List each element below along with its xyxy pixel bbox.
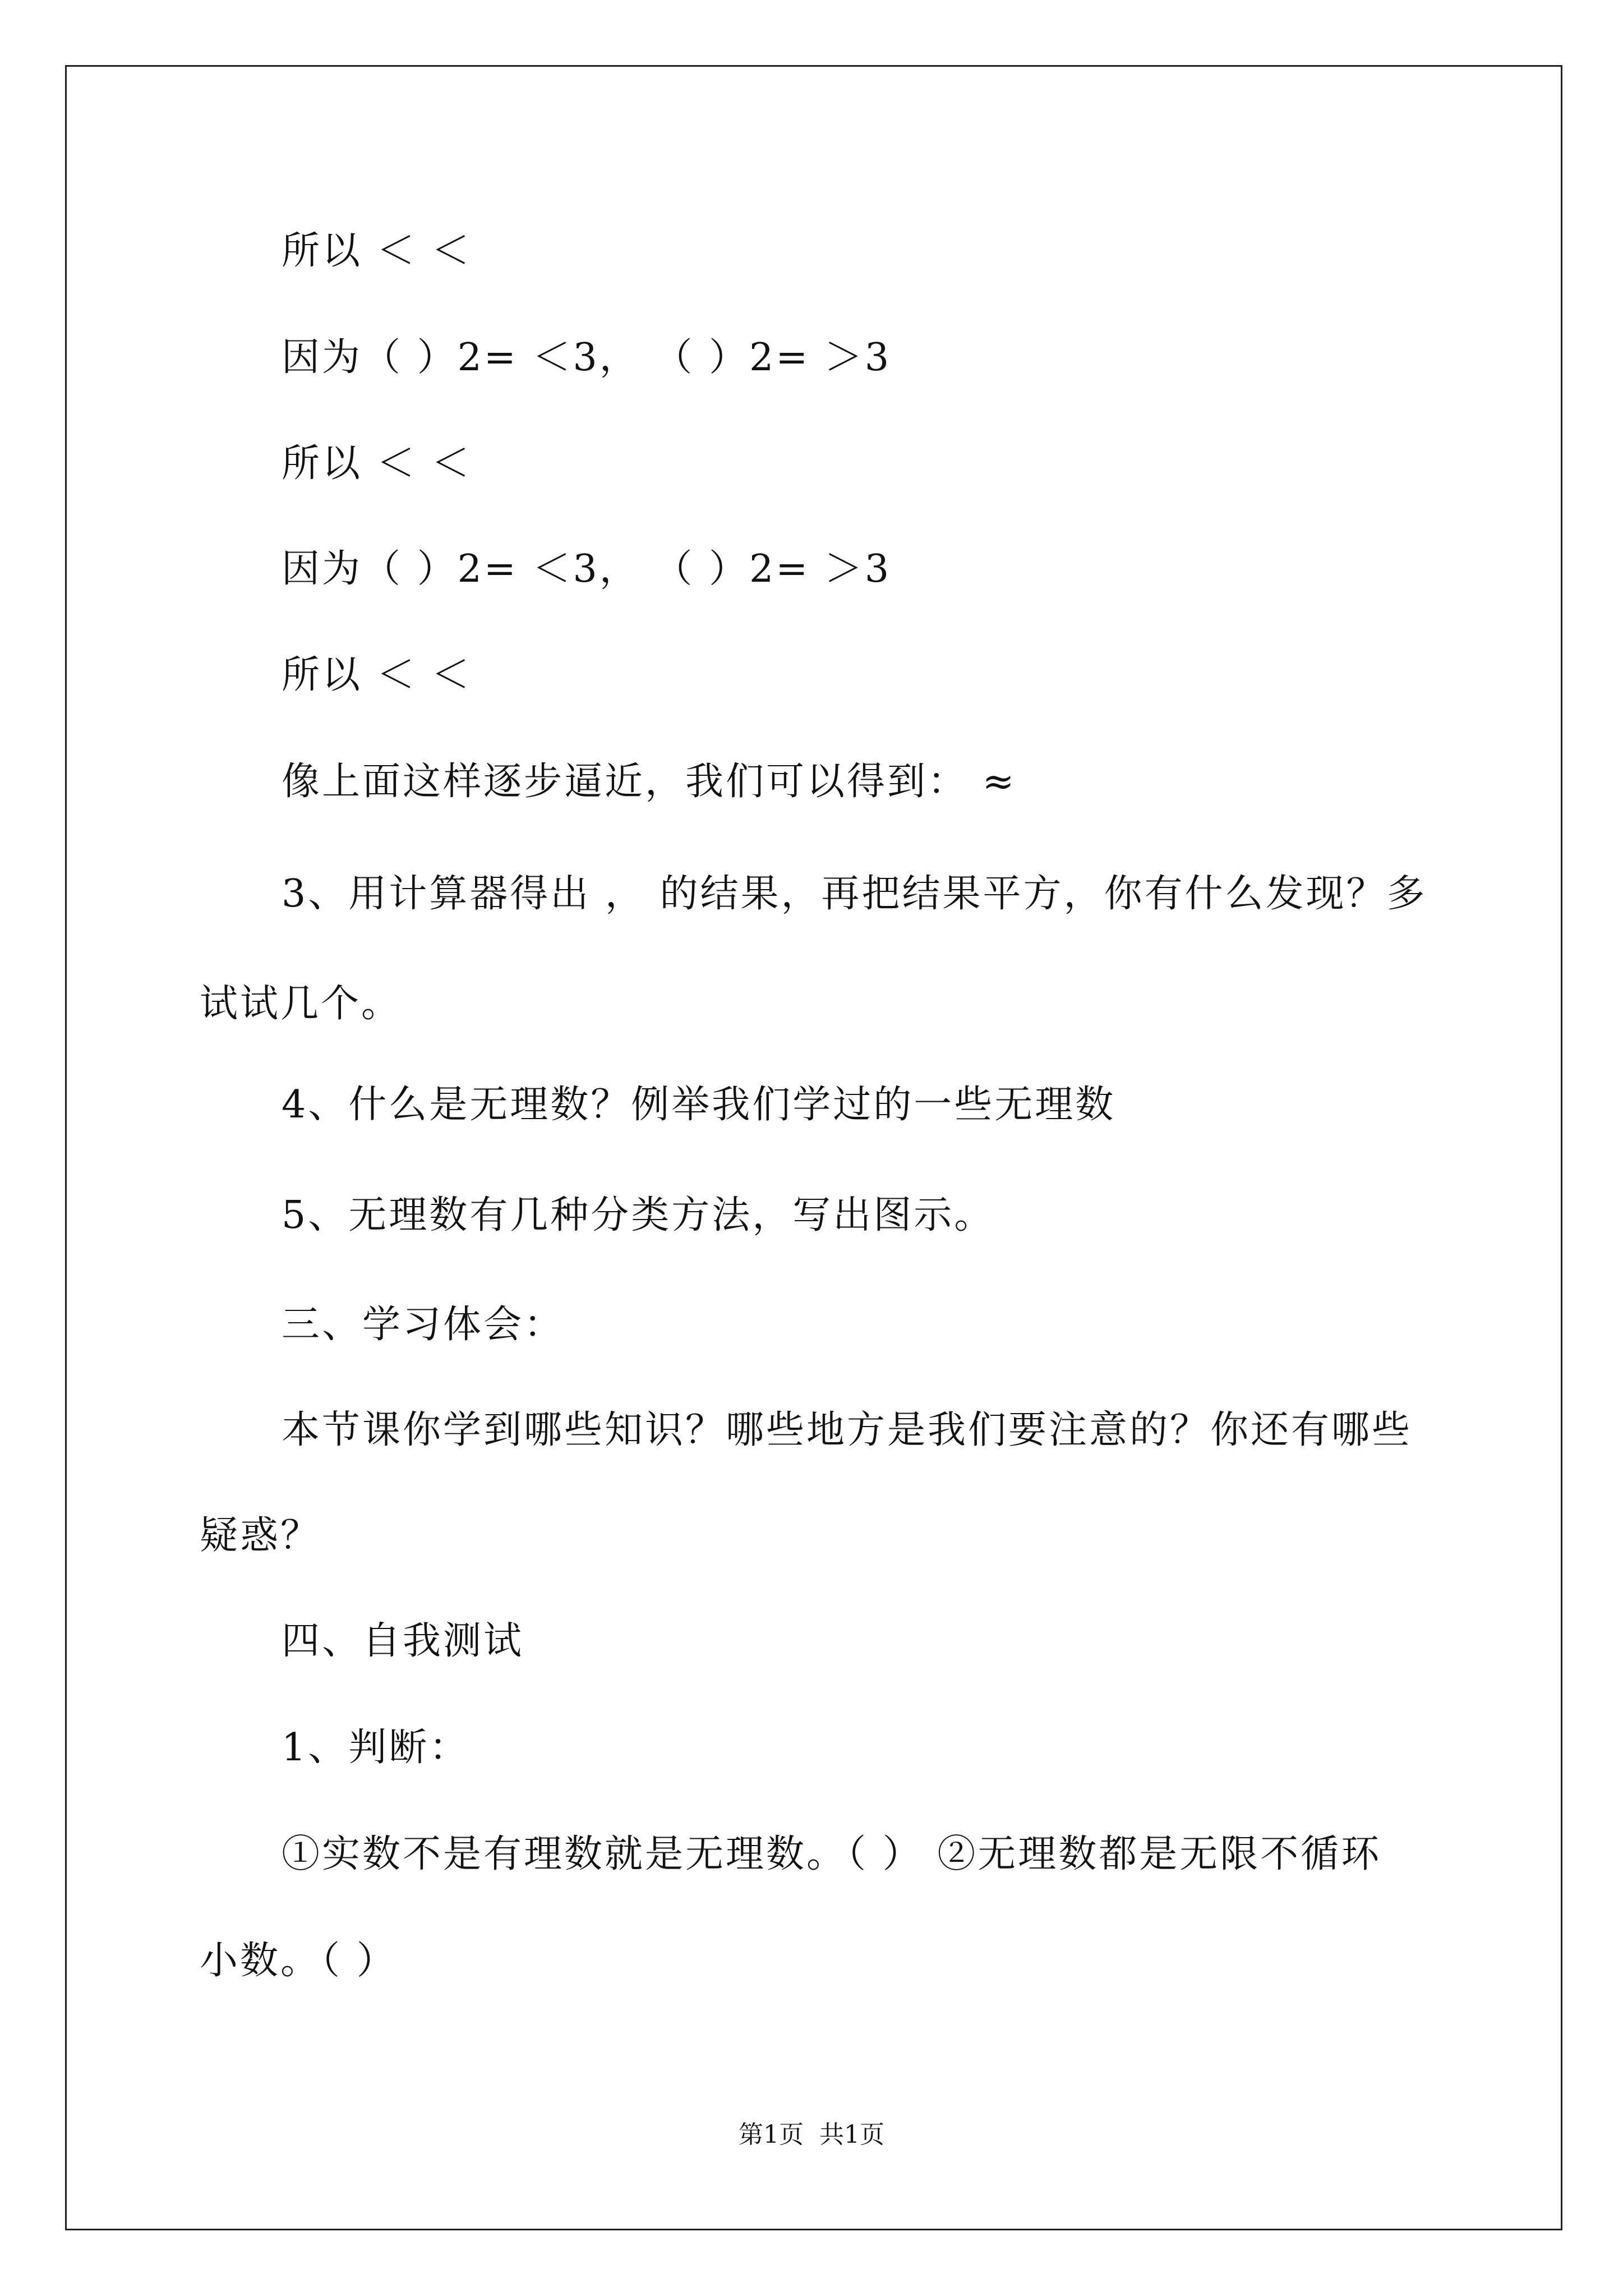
text-line: 所以 ＜ ＜ [282, 441, 472, 486]
page-border [65, 65, 1562, 2230]
text-line: 四、自我测试 [282, 1619, 524, 1663]
text-line: 疑惑？ [200, 1513, 321, 1558]
text-line: 所以 ＜ ＜ [282, 653, 472, 697]
text-line: 因为（ ）2= ＜3， （ ）2= ＞3 [282, 335, 892, 380]
text-line: 小数。（ ） [200, 1939, 397, 1983]
text-line: 本节课你学到哪些知识？哪些地方是我们要注意的？你还有哪些 [282, 1408, 1413, 1452]
text-line: 所以 ＜ ＜ [282, 229, 472, 273]
text-line: 像上面这样逐步逼近，我们可以得到： ≈ [282, 760, 1017, 804]
text-line: 3、用计算器得出 ， 的结果，再把结果平方，你有什么发现？多 [282, 872, 1427, 916]
text-line: 5、无理数有几种分类方法，写出图示。 [282, 1193, 995, 1237]
text-line: 因为（ ）2= ＜3， （ ）2= ＞3 [282, 547, 892, 591]
text-line: 试试几个。 [200, 982, 402, 1026]
text-line: 4、什么是无理数？例举我们学过的一些无理数 [282, 1083, 1116, 1127]
page-number-footer: 第1页 共1页 [739, 2120, 884, 2149]
text-line: 三、学习体会： [282, 1303, 565, 1347]
text-line: 1、判断： [282, 1726, 470, 1770]
text-line: ①实数不是有理数就是无理数。（ ） ②无理数都是无限不循环 [282, 1832, 1382, 1876]
